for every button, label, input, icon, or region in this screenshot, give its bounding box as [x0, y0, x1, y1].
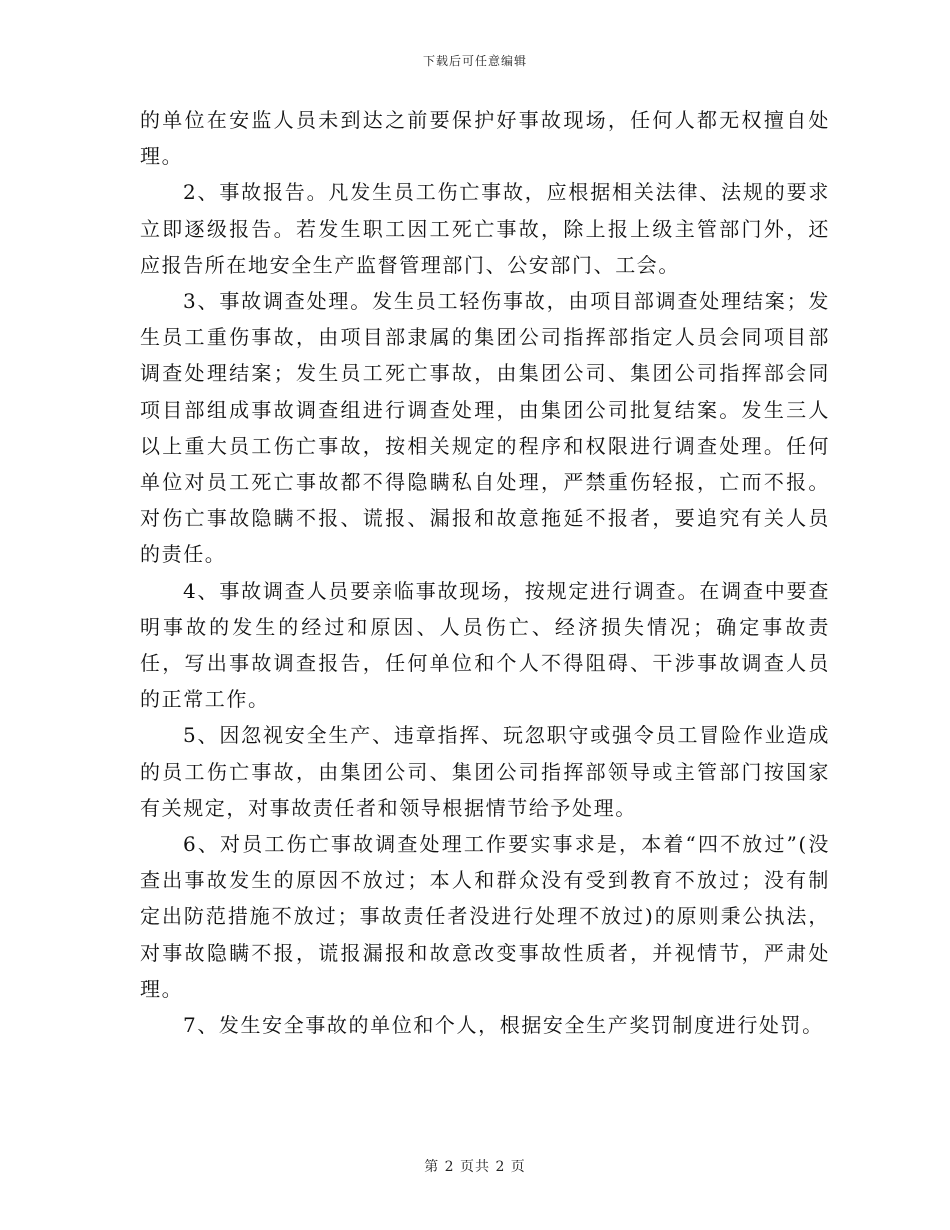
paragraph-investigators: 4、事故调查人员要亲临事故现场，按规定进行调查。在调查中要查明事故的发生的经过和原因、人员伤亡、经济损失情况；确定事故责任，写出事故调查报告，任何单位和个人不得阻碍、干涉事故调查人员的正常工作。 [140, 578, 830, 712]
paragraph-accident-investigation: 3、事故调查处理。发生员工轻伤事故，由项目部调查处理结案；发生员工重伤事故，由项目部隶属的集团公司指挥部指定人员会同项目部调查处理结案；发生员工死亡事故，由集团公司、集团公司指挥部会同项目部组成事故调查组进行调查处理，由集团公司批复结案。发生三人以上重大员工伤亡事故，按相关规定的程序和权限进行调查处理。任何单位对员工死亡事故都不得隐瞒私自处理，严禁重伤轻报，亡而不报。对伤亡事故隐瞒不报、谎报、漏报和故意拖延不报者，要追究有关人员的责任。 [140, 289, 830, 567]
paragraph-continuation: 的单位在安监人员未到达之前要保护好事故现场，任何人都无权擅自处理。 [140, 108, 830, 169]
paragraph-four-nots: 6、对员工伤亡事故调查处理工作要实事求是，本着“四不放过”(没查出事故发生的原因不放过；本人和群众没有受到教育不放过；没有制定出防范措施不放过；事故责任者没进行处理不放过)的原则秉公执法，对事故隐瞒不报，谎报漏报和故意改变事故性质者，并视情节，严肃处理。 [140, 832, 830, 1001]
document-body [140, 102, 830, 1043]
paragraph-negligence: 5、因忽视安全生产、违章指挥、玩忽职守或强令员工冒险作业造成的员工伤亡事故，由集团公司、集团公司指挥部领导或主管部门按国家有关规定，对事故责任者和领导根据情节给予处理。 [140, 723, 830, 820]
page-header: 下载后可任意编辑 [422, 54, 527, 68]
page-number: 第 2 页共 2 页 [424, 1159, 526, 1175]
paragraph-accident-report: 2、事故报告。凡发生员工伤亡事故，应根据相关法律、法规的要求立即逐级报告。若发生职工因工死亡事故，除上报上级主管部门外，还应报告所在地安全生产监督管理部门、公安部门、工会。 [140, 180, 830, 277]
paragraph-penalty: 7、发生安全事故的单位和个人，根据安全生产奖罚制度进行处罚。 [183, 1013, 824, 1038]
